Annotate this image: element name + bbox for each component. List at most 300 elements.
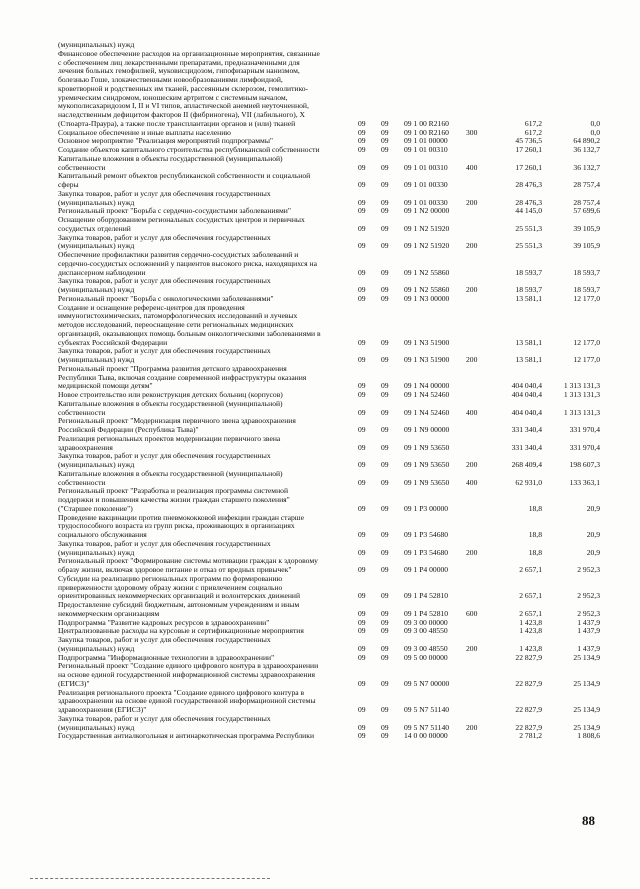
amount-year-2: 28 757,4 xyxy=(573,180,600,189)
amount-year-1: 18,8 xyxy=(528,530,542,539)
row-description-line: Закупка товаров, работ и услуг для обеспечения государственных xyxy=(58,232,271,242)
row-description-line: медицинской помощи детям" xyxy=(58,381,153,391)
section-code: 09 xyxy=(358,643,366,653)
expense-type-code: 200 xyxy=(466,460,478,469)
row-description-line: Региональный проект "Программа развития детского здравоохранения xyxy=(58,363,287,373)
subsection-code: 09 xyxy=(381,285,389,294)
expense-type-code xyxy=(466,530,486,539)
row-description-line: Новое строительство или реконструкция детских больниц (корпусов) xyxy=(58,390,283,399)
amount-year-2: 331 970,4 xyxy=(569,425,600,434)
target-article-code: 09 1 P4 52810 xyxy=(404,608,449,618)
expense-type-code xyxy=(466,381,486,390)
amount-year-2: 0,0 xyxy=(590,118,600,128)
amount-year-2: 20,9 xyxy=(586,530,600,539)
subsection-code: 09 xyxy=(381,617,389,627)
subsection-code: 09 xyxy=(381,381,389,391)
row-description-line: на основе единой государственной информационной системы здравоохранения xyxy=(58,670,316,679)
expense-type-code xyxy=(466,145,486,154)
target-article-code: 09 3 00 48550 xyxy=(404,643,448,653)
expense-type-code: 400 xyxy=(466,407,478,417)
amount-year-1: 18 593,7 xyxy=(515,267,542,277)
amount-year-2: 2 952,3 xyxy=(577,591,600,601)
amount-year-2 xyxy=(552,40,600,49)
subsection-code: 09 xyxy=(381,705,389,714)
subsection-code: 09 xyxy=(381,460,389,469)
target-article-code: 09 1 P3 54680 xyxy=(404,547,449,557)
row-description-line: Российской Федерации (Республика Тыва)" xyxy=(58,425,199,434)
amount-year-1: 13 581,1 xyxy=(515,293,542,303)
row-description-line: (муниципальных) нужд xyxy=(58,643,135,653)
amount-year-1: 62 931,0 xyxy=(515,477,542,487)
target-article-code: 09 1 P4 00000 xyxy=(404,565,449,574)
expense-type-code xyxy=(466,206,486,215)
row-description-line: здравоохранения (ЕГИСЗ)" xyxy=(58,705,147,714)
row-description-line: собственности xyxy=(58,477,106,487)
subsection-code: 09 xyxy=(381,626,389,636)
target-article-code: 09 1 01 00310 xyxy=(404,145,448,154)
amount-year-1: 17 260,1 xyxy=(515,162,542,172)
amount-year-2: 39 105,9 xyxy=(573,241,600,251)
row-description-line: организаций, оказывающих помощь больным онкологическими заболеваниями в xyxy=(58,328,321,338)
target-article-code: 09 1 P3 54680 xyxy=(404,530,449,539)
row-description-line: Региональный проект "Формирование системы мотивации граждан к здоровому xyxy=(58,556,318,566)
amount-year-2: 133 363,1 xyxy=(569,477,600,487)
target-article-code xyxy=(404,40,462,49)
expense-type-code xyxy=(466,565,486,574)
section-code: 09 xyxy=(358,547,366,557)
row-description-line: методов исследований, переоснащение сети региональных медицинских xyxy=(58,320,294,329)
row-description-line: образу жизни, включая здоровое питание и отказ от вредных привычек" xyxy=(58,565,292,574)
amount-year-1: 2 781,2 xyxy=(519,731,542,741)
row-description-line: Капитальный ремонт объектов республиканской собственности и социальной xyxy=(58,171,311,181)
target-article-code: 09 1 N4 52460 xyxy=(404,390,450,399)
target-article-code: 09 1 N2 00000 xyxy=(404,206,450,216)
section-code: 09 xyxy=(358,530,366,539)
row-description-line: Закупка товаров, работ и услуг для обеспечения государственных xyxy=(58,346,271,356)
row-description-line: Республики Тыва, включая создание современной инфраструктуры оказания xyxy=(58,372,307,382)
section-code: 09 xyxy=(358,162,366,172)
target-article-code: 09 5 00 00000 xyxy=(404,652,448,662)
row-description-line: поддержки и повышения качества жизни граждан старшего поколения" xyxy=(58,495,290,504)
amount-year-1: 331 340,4 xyxy=(511,442,542,452)
amount-year-1 xyxy=(496,40,542,49)
amount-year-1: 404 040,4 xyxy=(511,407,542,417)
target-article-code: 09 1 N9 53650 xyxy=(404,477,450,487)
expense-type-code xyxy=(466,180,486,189)
amount-year-1: 22 827,9 xyxy=(515,652,542,662)
row-description-line: уремическим синдромом, юношеским артритом с системным началом, xyxy=(58,92,288,102)
section-code: 09 xyxy=(358,608,366,618)
row-description-line: субъектах Российской Федерации xyxy=(58,337,168,347)
target-article-code: 09 5 N7 51140 xyxy=(404,705,450,714)
section-code: 09 xyxy=(358,127,366,137)
target-article-code: 09 1 N9 53650 xyxy=(404,460,450,469)
amount-year-1: 22 827,9 xyxy=(515,722,542,732)
row-description-line: Финансовое обеспечение расходов на организационные мероприятия, связанные xyxy=(58,48,320,58)
expense-type-code: 200 xyxy=(466,285,478,294)
amount-year-1: 2 657,1 xyxy=(519,565,542,574)
amount-year-2: 28 757,4 xyxy=(573,197,600,207)
target-article-code: 09 1 01 00310 xyxy=(404,162,448,172)
row-description-line: Капитальные вложения в объекты государственной (муниципальной) xyxy=(58,398,283,408)
subsection-code: 09 xyxy=(381,652,389,662)
row-description-line: Предоставление субсидий бюджетным, автономным учреждениям и иным xyxy=(58,600,300,609)
row-description-line: Социальное обеспечение и иные выплаты населению xyxy=(58,127,231,137)
row-description-line: (муниципальных) нужд xyxy=(58,241,135,251)
section-code: 09 xyxy=(358,293,366,303)
target-article-code: 09 1 N2 51920 xyxy=(404,223,450,233)
section-code: 09 xyxy=(358,425,366,434)
amount-year-2: 1 437,9 xyxy=(577,626,600,636)
subsection-code: 09 xyxy=(381,293,389,303)
amount-year-2: 198 607,3 xyxy=(569,460,600,469)
row-description-line: здравоохранения xyxy=(58,442,113,452)
amount-year-1: 18,8 xyxy=(528,547,542,557)
expense-type-code: 200 xyxy=(466,197,478,207)
amount-year-1: 1 423,8 xyxy=(519,617,542,627)
expense-type-code: 200 xyxy=(466,643,478,653)
row-description-line: Обеспечение профилактики развития сердечно-сосудистых заболеваний и xyxy=(58,250,299,259)
row-description-line: (муниципальных) нужд xyxy=(58,722,135,732)
expense-type-code xyxy=(466,443,486,452)
expense-type-code xyxy=(466,679,486,688)
row-description-line: сердечно-сосудистых осложнений у пациентов высокого риска, находящихся на xyxy=(58,258,317,268)
amount-year-1: 44 145,0 xyxy=(515,206,542,216)
amount-year-2: 25 134,9 xyxy=(573,722,600,732)
subsection-code: 09 xyxy=(381,241,389,251)
section-code xyxy=(358,40,372,49)
row-description-line: собственности xyxy=(58,407,106,417)
amount-year-2: 57 699,6 xyxy=(573,206,600,216)
section-code: 09 xyxy=(358,731,366,741)
target-article-code: 09 5 N7 51140 xyxy=(404,722,450,732)
expense-type-code xyxy=(466,136,486,145)
subsection-code: 09 xyxy=(381,643,389,653)
row-description-line: Создание и оснащение референс-центров для проведения xyxy=(58,302,245,312)
subsection-code: 09 xyxy=(381,206,389,216)
row-description-line: болезнью Гоше, злокачественными новообразованиями лимфоидной, xyxy=(58,75,283,84)
amount-year-1: 2 657,1 xyxy=(519,608,542,618)
amount-year-1: 18,8 xyxy=(528,503,542,513)
target-article-code: 09 1 N2 51920 xyxy=(404,241,450,251)
expense-type-code xyxy=(466,591,486,600)
row-description-line: лечения больных гемофилией, муковисцидозом, гипофизарным нанизмом, xyxy=(58,66,300,76)
amount-year-1: 18 593,7 xyxy=(515,285,542,294)
expense-type-code: 200 xyxy=(466,241,478,251)
section-code: 09 xyxy=(358,407,366,417)
amount-year-1: 617,2 xyxy=(524,127,542,137)
row-description-line: Основное мероприятие "Реализация мероприятий подпрограммы" xyxy=(58,136,274,146)
subsection-code: 09 xyxy=(381,722,389,732)
page-number: 88 xyxy=(582,813,595,828)
row-description-line: кроветворной и родственных им тканей, рассеянным склерозом, гемолитико- xyxy=(58,83,309,93)
amount-year-1: 25 551,3 xyxy=(515,241,542,251)
expense-type-code xyxy=(466,425,486,434)
expense-type-code xyxy=(466,40,486,49)
row-description-line: Региональный проект "Борьба с онкологическими заболеваниями" xyxy=(58,293,274,303)
target-article-code: 09 1 N3 51900 xyxy=(404,337,450,347)
amount-year-2: 12 177,0 xyxy=(573,293,600,303)
section-code: 09 xyxy=(358,241,366,251)
amount-year-1: 2 657,1 xyxy=(519,591,542,601)
expense-type-code xyxy=(466,294,486,303)
row-description-line: (муниципальных) нужд xyxy=(58,355,135,364)
target-article-code: 09 1 01 00000 xyxy=(404,136,448,146)
amount-year-1: 22 827,9 xyxy=(515,678,542,688)
amount-year-2: 20,9 xyxy=(586,503,600,513)
amount-year-2: 36 132,7 xyxy=(573,145,600,154)
subsection-code: 09 xyxy=(381,127,389,137)
subsection-code: 09 xyxy=(381,678,389,688)
expense-type-code xyxy=(466,731,486,740)
section-code: 09 xyxy=(358,390,366,399)
footer-rule xyxy=(30,878,270,879)
subsection-code: 09 xyxy=(381,477,389,487)
amount-year-2: 331 970,4 xyxy=(569,442,600,452)
subsection-code: 09 xyxy=(381,442,389,452)
row-description-line: диспансерном наблюдении xyxy=(58,267,146,277)
expense-type-code: 300 xyxy=(466,127,478,137)
row-description-line: Проведение вакцинации против пневмококковой инфекции граждан старше xyxy=(58,512,304,522)
row-description-line: Региональный проект "Разработка и реализация программы системной xyxy=(58,486,289,496)
amount-year-2: 39 105,9 xyxy=(573,223,600,233)
row-description-line: (муниципальных) нужд xyxy=(58,40,135,49)
amount-year-2: 1 437,9 xyxy=(577,643,600,653)
section-code: 09 xyxy=(358,626,366,636)
section-code: 09 xyxy=(358,381,366,391)
target-article-code: 09 1 00 R2160 xyxy=(404,118,449,128)
row-description-line: Создание объектов капитального строительства республиканской собственности xyxy=(58,145,320,154)
amount-year-1: 17 260,1 xyxy=(515,145,542,154)
target-article-code: 09 3 00 48550 xyxy=(404,626,448,636)
row-description-line: Субсидии на реализацию региональных программ по формированию xyxy=(58,573,283,583)
row-description-line: (муниципальных) нужд xyxy=(58,460,135,469)
row-description-line: (муниципальных) нужд xyxy=(58,547,135,557)
subsection-code: 09 xyxy=(381,118,389,128)
subsection-code: 09 xyxy=(381,180,389,189)
row-description-line: трудоспособного возраста из групп риска, проживающих в организациях xyxy=(58,521,295,531)
expense-type-code xyxy=(466,705,486,714)
amount-year-2: 1 313 131,3 xyxy=(563,407,600,417)
amount-year-2: 0,0 xyxy=(590,127,600,137)
amount-year-1: 404 040,4 xyxy=(511,381,542,391)
section-code: 09 xyxy=(358,118,366,128)
row-description-line: Подпрограмма "Развитие кадровых ресурсов в здравоохранении" xyxy=(58,617,270,627)
subsection-code: 09 xyxy=(381,267,389,277)
row-description-line: приверженности здоровому образу жизни с привлечением социально xyxy=(58,582,283,592)
amount-year-1: 331 340,4 xyxy=(511,425,542,434)
row-description-line: Региональный проект "Создание единого цифрового контура в здравоохранении xyxy=(58,661,319,671)
expense-type-code xyxy=(466,390,486,399)
amount-year-2: 18 593,7 xyxy=(573,285,600,294)
row-description-line: Региональный проект "Борьба с сердечно-сосудистыми заболеваниями" xyxy=(58,206,291,216)
subsection-code: 09 xyxy=(381,407,389,417)
amount-year-1: 1 423,8 xyxy=(519,643,542,653)
section-code: 09 xyxy=(358,477,366,487)
amount-year-1: 45 736,5 xyxy=(515,136,542,146)
target-article-code: 09 1 N3 00000 xyxy=(404,293,450,303)
target-article-code: 09 5 N7 00000 xyxy=(404,678,450,688)
section-code: 09 xyxy=(358,503,366,513)
expense-type-code xyxy=(466,653,486,662)
amount-year-2: 12 177,0 xyxy=(573,355,600,364)
row-description-line: Оснащение оборудованием региональных сосудистых центров и первичных xyxy=(58,215,305,224)
section-code: 09 xyxy=(358,705,366,714)
expense-type-code xyxy=(466,626,486,635)
subsection-code: 09 xyxy=(381,591,389,601)
subsection-code: 09 xyxy=(381,547,389,557)
row-description-line: с обеспечением лиц лекарственными препаратами, предназначенными для xyxy=(58,57,300,67)
subsection-code: 09 xyxy=(381,425,389,434)
row-description-line: сферы xyxy=(58,180,79,189)
target-article-code: 09 1 N4 52460 xyxy=(404,407,450,417)
amount-year-1: 28 476,3 xyxy=(515,180,542,189)
amount-year-1: 268 409,4 xyxy=(511,460,542,469)
amount-year-1: 13 581,1 xyxy=(515,337,542,347)
subsection-code: 09 xyxy=(381,390,389,399)
subsection-code: 09 xyxy=(381,337,389,347)
amount-year-2: 25 134,9 xyxy=(573,678,600,688)
section-code: 09 xyxy=(358,565,366,574)
expense-type-code: 400 xyxy=(466,477,478,487)
section-code: 09 xyxy=(358,136,366,146)
amount-year-1: 25 551,3 xyxy=(515,223,542,233)
subsection-code: 09 xyxy=(381,145,389,154)
target-article-code: 09 3 00 00000 xyxy=(404,617,448,627)
section-code: 09 xyxy=(358,652,366,662)
row-description-line: социального обслуживания xyxy=(58,530,147,539)
amount-year-2: 1 437,9 xyxy=(577,617,600,627)
target-article-code: 09 1 N9 00000 xyxy=(404,425,450,434)
amount-year-2: 20,9 xyxy=(586,547,600,557)
row-description-line: Государственная антиалкогольная и антинаркотическая программа Республики xyxy=(58,731,315,741)
row-description-line: ("Старшее поколение") xyxy=(58,503,133,513)
row-description-line: иммуногистохимических, патоморфологических исследований и лучевых xyxy=(58,311,298,321)
row-description-line: Закупка товаров, работ и услуг для обеспечения государственных xyxy=(58,188,271,198)
row-description-line: собственности xyxy=(58,162,106,172)
amount-year-1: 28 476,3 xyxy=(515,197,542,207)
expense-type-code: 200 xyxy=(466,722,478,732)
expense-type-code xyxy=(466,119,486,128)
target-article-code: 09 1 N4 00000 xyxy=(404,381,450,391)
amount-year-1: 1 423,8 xyxy=(519,626,542,636)
row-description-line: наследственным дефицитом факторов II (фибриногена), VII (лабильного), X xyxy=(58,110,306,119)
target-article-code: 09 1 P4 52810 xyxy=(404,591,449,601)
row-description-line: (муниципальных) нужд xyxy=(58,197,135,207)
amount-year-2: 12 177,0 xyxy=(573,337,600,347)
subsection-code: 09 xyxy=(381,136,389,146)
section-code: 09 xyxy=(358,267,366,277)
target-article-code: 14 0 00 00000 xyxy=(404,731,448,741)
section-code: 09 xyxy=(358,617,366,627)
row-description-line: Капитальные вложения в объекты государственной (муниципальной) xyxy=(58,153,283,163)
row-description-line: Закупка товаров, работ и услуг для обеспечения государственных xyxy=(58,538,271,548)
row-description-line: ориентированных некоммерческих организаций и волонтерских движений xyxy=(58,591,301,601)
amount-year-2: 1 313 131,3 xyxy=(563,381,600,391)
row-description-line: некоммерческим организациям xyxy=(58,608,160,618)
expense-type-code xyxy=(466,224,486,233)
expense-type-code xyxy=(466,504,486,513)
amount-year-1: 404 040,4 xyxy=(511,390,542,399)
section-code: 09 xyxy=(358,197,366,207)
row-description-line: Закупка товаров, работ и услуг для обеспечения государственных xyxy=(58,713,271,723)
row-description-line: Централизованные расходы на курсовые и сертификационные мероприятия xyxy=(58,626,304,636)
section-code: 09 xyxy=(358,145,366,154)
row-description-line: Региональный проект "Модернизация первичного звена здравоохранения xyxy=(58,416,296,426)
target-article-code: 09 1 00 R2160 xyxy=(404,127,449,137)
amount-year-1: 22 827,9 xyxy=(515,705,542,714)
row-description-line: Капитальные вложения в объекты государственной (муниципальной) xyxy=(58,468,283,478)
row-description-line: Закупка товаров, работ и услуг для обеспечения государственных xyxy=(58,635,271,644)
target-article-code: 09 1 N9 53650 xyxy=(404,442,450,452)
section-code: 09 xyxy=(358,460,366,469)
subsection-code: 09 xyxy=(381,197,389,207)
row-description-line: Закупка товаров, работ и услуг для обеспечения государственных xyxy=(58,451,271,461)
section-code: 09 xyxy=(358,722,366,732)
row-description-line: Подпрограмма "Информационные технологии в здравоохранении" xyxy=(58,652,275,662)
row-description-line: (Стюарта-Праура), а также после трансплантации органов и (или) тканей xyxy=(58,118,296,128)
target-article-code: 09 1 N2 55860 xyxy=(404,267,450,277)
row-description-line: сосудистых отделений xyxy=(58,223,131,233)
subsection-code: 09 xyxy=(381,565,389,574)
row-description-line: Реализация региональных проектов модернизации первичного звена xyxy=(58,433,281,443)
section-code: 09 xyxy=(358,678,366,688)
row-description-line: мукополисахаридозом I, II и VI типов, апластической анемией неуточненной, xyxy=(58,101,309,111)
amount-year-2: 2 952,3 xyxy=(577,608,600,618)
section-code: 09 xyxy=(358,206,366,216)
section-code: 09 xyxy=(358,442,366,452)
row-description-line: (ЕГИСЗ)" xyxy=(58,678,90,688)
subsection-code: 09 xyxy=(381,162,389,172)
section-code: 09 xyxy=(358,223,366,233)
amount-year-2: 18 593,7 xyxy=(573,267,600,277)
subsection-code: 09 xyxy=(381,530,389,539)
section-code: 09 xyxy=(358,337,366,347)
subsection-code: 09 xyxy=(381,503,389,513)
amount-year-2: 1 313 131,3 xyxy=(563,390,600,399)
row-description-line: Реализация регионального проекта "Создание единого цифрового контура в xyxy=(58,687,305,697)
expense-type-code: 400 xyxy=(466,162,478,172)
amount-year-1: 13 581,1 xyxy=(515,355,542,364)
subsection-code: 09 xyxy=(381,731,389,741)
expense-type-code xyxy=(466,618,486,627)
amount-year-2: 25 134,9 xyxy=(573,705,600,714)
expense-type-code: 600 xyxy=(466,608,478,618)
expense-type-code: 200 xyxy=(466,547,478,557)
row-description-line: здравоохранении на основе единой государственной информационной системы xyxy=(58,696,316,706)
section-code: 09 xyxy=(358,180,366,189)
amount-year-1: 617,2 xyxy=(524,118,542,128)
target-article-code: 09 1 01 00330 xyxy=(404,180,448,189)
expense-type-code xyxy=(466,268,486,277)
amount-year-2: 1 808,6 xyxy=(577,731,600,741)
amount-year-2: 2 952,3 xyxy=(577,565,600,574)
subsection-code xyxy=(381,40,395,49)
subsection-code: 09 xyxy=(381,223,389,233)
target-article-code: 09 1 N2 55860 xyxy=(404,285,450,294)
section-code: 09 xyxy=(358,355,366,364)
amount-year-2: 64 890,2 xyxy=(573,136,600,146)
subsection-code: 09 xyxy=(381,608,389,618)
section-code: 09 xyxy=(358,591,366,601)
target-article-code: 09 1 P3 00000 xyxy=(404,503,449,513)
section-code: 09 xyxy=(358,285,366,294)
target-article-code: 09 1 N3 51900 xyxy=(404,355,450,364)
expense-type-code: 200 xyxy=(466,355,478,364)
row-description-line: Закупка товаров, работ и услуг для обеспечения государственных xyxy=(58,276,271,286)
expense-type-code xyxy=(466,338,486,347)
amount-year-2: 25 134,9 xyxy=(573,652,600,662)
